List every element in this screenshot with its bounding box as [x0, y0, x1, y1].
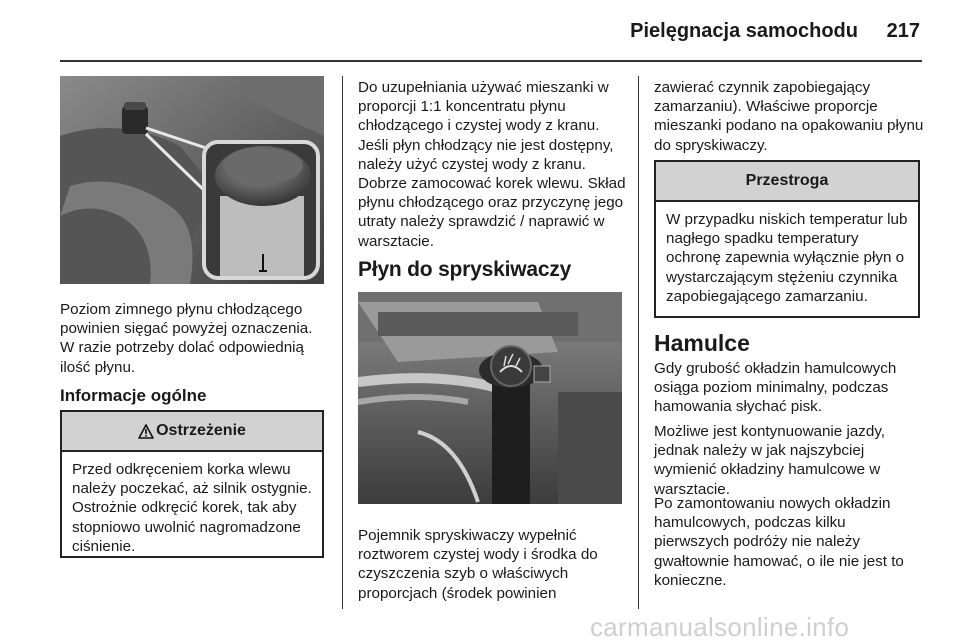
general-info-heading: Informacje ogólne [60, 386, 207, 405]
watermark: carmanualsonline.info [590, 612, 850, 642]
brakes-paragraph-1: Gdy grubość okładzin hamulcowych osiąga poziom minimalny, podczas hamowania słychać pisk. [654, 360, 897, 416]
brakes-heading: Hamulce [654, 330, 750, 356]
coolant-reservoir-photo [60, 76, 324, 284]
washer-reservoir-photo [358, 292, 622, 504]
page-number: 217 [886, 20, 920, 42]
washer-mix-paragraph: zawierać czynnik zapobiegający zamarzaniu). Właściwe proporcje mieszanki podano na opakowaniu płynu do spryskiwaczy. [654, 79, 924, 154]
brakes-paragraph-2: Możliwe jest kontynuowanie jazdy, jednak należy w jak najszybciej wymienić okładziny hamulcowe w warsztacie. [654, 423, 886, 498]
warning-body: Przed odkręceniem korka wlewu należy poczekać, aż silnik ostygnie. Ostrożnie odkręcić korek, tak aby stopniowo uwolnić nagromadzone ciśnienie. [72, 461, 312, 555]
column-divider-2 [638, 76, 639, 609]
coolant-mix-paragraph: Do uzupełniania używać mieszanki w proporcji 1:1 koncentratu płynu chłodzącego i czystej wody z kranu. Jeśli płyn chłodzący nie jest dostępny, należy użyć czystej wody z kranu. Dobrze zamocować korek wlewu. Skład płynu chłodzącego oraz przyczynę jego utraty należy sprawdzić / naprawić w warsztacie. [358, 79, 626, 250]
warning-triangle-icon [138, 424, 154, 439]
header-rule [60, 60, 922, 62]
brakes-paragraph-3: Po zamontowaniu nowych okładzin hamulcowych, podczas kilku pierwszych podróży nie należy gwałtownie hamować, o ile nie jest to konieczne. [654, 495, 904, 589]
page-header [60, 18, 920, 48]
column-divider-1 [342, 76, 343, 609]
caution-title: Przestroga [745, 172, 829, 189]
warning-box [60, 410, 324, 558]
warning-box-header [62, 412, 322, 452]
caution-box [654, 160, 920, 318]
caution-box-header [656, 162, 918, 202]
warning-title: Ostrzeżenie [156, 422, 246, 439]
caution-body: W przypadku niskich temperatur lub nagłego spadku temperatury ochronę zapewnia wyłącznie płyn o wystarczającym stężeniu czynnika zapobiegającego zamarzaniu. [666, 211, 908, 305]
washer-fluid-heading: Płyn do spryskiwaczy [358, 258, 572, 281]
page-title: Pielęgnacja samochodu [630, 20, 858, 42]
washer-caption: Pojemnik spryskiwaczy wypełnić roztworem czystej wody i środka do czyszczenia szyb o właściwych proporcjach (środek powinien [358, 527, 598, 602]
coolant-caption: Poziom zimnego płynu chłodzącego powinien sięgać powyżej oznaczenia. W razie potrzeby dolać odpowiednią ilość płynu. [60, 301, 313, 376]
